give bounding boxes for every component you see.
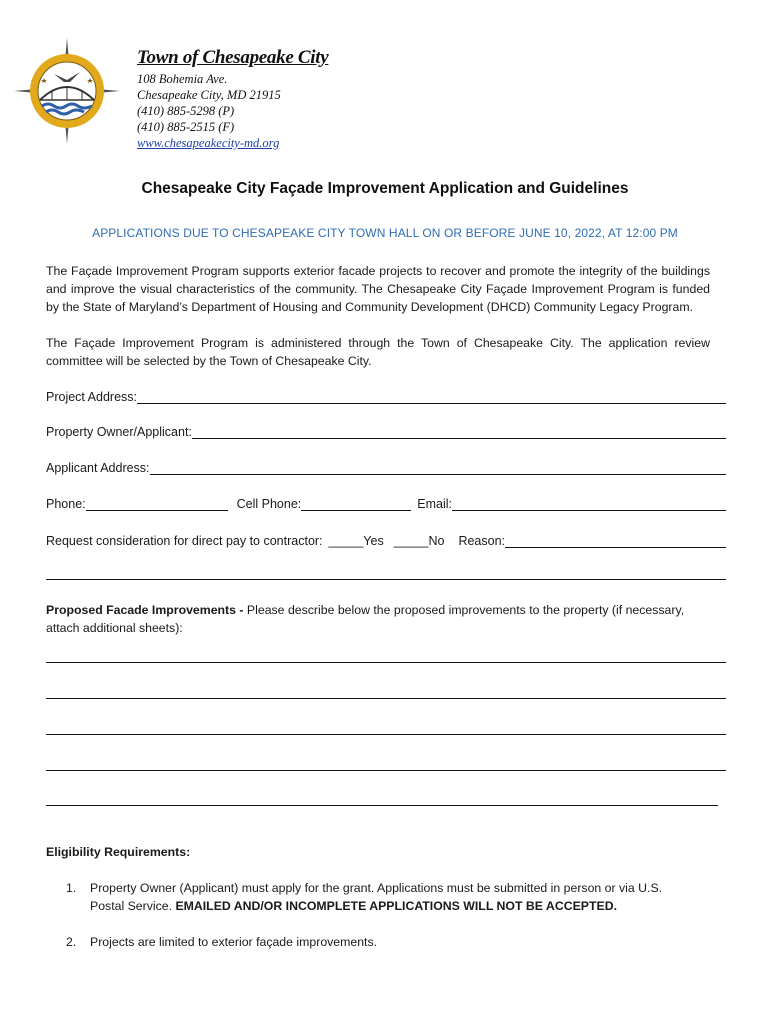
project-address-field[interactable] [137,390,726,404]
owner-label: Property Owner/Applicant: [46,425,192,439]
proposed-improvements-instructions: Please describe below the proposed improvements to the property (if necessary, attach additional sheets): [46,603,685,635]
no-option[interactable]: _____No [393,534,445,548]
item-2-text: Projects are limited to exterior façade improvements. [90,935,378,949]
contact-row [46,493,726,511]
proposed-improvements-heading: Proposed Facade Improvements [46,603,236,617]
project-address-label: Project Address: [46,390,138,404]
reason-field[interactable] [505,534,726,548]
phone-field[interactable] [86,497,228,511]
project-address-row [46,386,726,404]
direct-pay-row [46,530,726,548]
reason-label: Reason: [458,534,506,548]
eligibility-heading: Eligibility Requirements: [46,845,191,859]
town-seal-logo [14,38,120,144]
description-line-3[interactable] [46,734,726,735]
website-link[interactable]: www.chesapeakecity-md.org [137,136,280,150]
address-line: 108 Bohemia Ave. [137,72,228,86]
heading-dash: - [235,603,247,617]
program-description-paragraph: The Façade Improvement Program supports exterior facade projects to recover and promote the integrity of the buildings and improve the visual characteristics of the community. The Chesapeake City Façade Improvement Program is funded by the State of Maryland’s Department of Housing and Community Development (DHCD) Community Legacy Program. [46,264,710,314]
item-text [90,879,686,915]
description-line-2[interactable] [46,698,726,699]
yes-option[interactable]: _____Yes [328,534,384,548]
email-field[interactable] [452,497,726,511]
owner-row [46,421,726,439]
cell-phone-field[interactable] [301,497,411,511]
item-1-text: Property Owner (Applicant) must apply for the grant. Applications must be submitted in person or via U.S. Postal Service. [90,881,663,913]
item-number: 2. [66,935,77,949]
document-title: Chesapeake City Façade Improvement Application and Guidelines [141,180,629,197]
phone-line: (410) 885-5298 (P) [137,104,235,118]
applicant-address-field[interactable] [150,461,726,475]
email-label: Email: [417,497,452,511]
item-1-warning: EMAILED AND/OR INCOMPLETE APPLICATIONS WILL NOT BE ACCEPTED. [175,899,617,913]
town-name-heading: Town of Chesapeake City [137,47,329,68]
fax-line: (410) 885-2515 (F) [137,120,235,134]
reason-continuation-line[interactable] [46,579,726,580]
city-line: Chesapeake City, MD 21915 [137,88,281,102]
owner-field[interactable] [192,425,726,439]
administration-paragraph: The Façade Improvement Program is administered through the Town of Chesapeake City. The application review committee will be selected by the Town of Chesapeake City. [46,336,710,368]
description-line-4[interactable] [46,770,726,771]
description-line-5[interactable] [46,805,718,806]
applicant-address-row [46,457,726,475]
description-line-1[interactable] [46,662,726,663]
phone-label: Phone: [46,497,86,511]
proposed-improvements-paragraph [46,601,710,637]
eligibility-item-2 [66,933,686,951]
applicant-address-label: Applicant Address: [46,461,150,475]
direct-pay-label: Request consideration for direct pay to contractor: [46,534,323,548]
item-number: 1. [66,881,77,895]
eligibility-item-1 [66,879,686,915]
deadline-notice: APPLICATIONS DUE TO CHESAPEAKE CITY TOWN HALL ON OR BEFORE JUNE 10, 2022, AT 12:00 PM [92,226,678,240]
cell-phone-label: Cell Phone: [236,497,302,511]
